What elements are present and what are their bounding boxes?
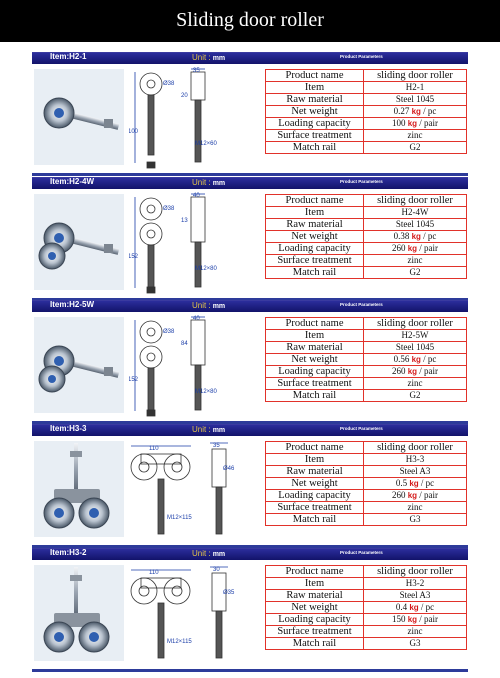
dimension-label: 152 bbox=[129, 377, 139, 383]
product-section-3 bbox=[32, 300, 468, 424]
value-item: H3-3 bbox=[364, 454, 467, 466]
item-code: Item:H3-2 bbox=[50, 548, 87, 557]
section-footer-rule bbox=[32, 669, 468, 672]
label-loading-capacity: Loading capacity bbox=[266, 614, 364, 626]
dimension-label: M12×80 bbox=[195, 266, 217, 272]
label-raw-material: Raw material bbox=[266, 219, 364, 231]
value-raw-material: Steel 1045 bbox=[364, 342, 467, 354]
value-loading-capacity: 150 kg / pair bbox=[364, 614, 467, 626]
value-match-rail: G2 bbox=[364, 267, 467, 279]
parameters-title: Product Parameters bbox=[340, 302, 383, 307]
label-item: Item bbox=[266, 578, 364, 590]
section-header-bar bbox=[32, 52, 468, 64]
label-item: Item bbox=[266, 330, 364, 342]
dimension-label: 110 bbox=[149, 570, 159, 576]
section-header-bar bbox=[32, 548, 468, 560]
label-net-weight: Net weight bbox=[266, 602, 364, 614]
technical-drawing bbox=[129, 439, 254, 543]
page-header-bar bbox=[0, 0, 500, 42]
value-product-name: sliding door roller bbox=[364, 442, 467, 454]
dimension-label: 35 bbox=[193, 68, 200, 74]
value-product-name: sliding door roller bbox=[364, 566, 467, 578]
value-loading-capacity: 100 kg / pair bbox=[364, 118, 467, 130]
dimension-label: M12×80 bbox=[195, 389, 217, 395]
dimension-label: Ø38 bbox=[163, 81, 175, 87]
value-item: H2-4W bbox=[364, 207, 467, 219]
label-raw-material: Raw material bbox=[266, 590, 364, 602]
item-code: Item:H2-5W bbox=[50, 300, 95, 309]
parameters-title: Product Parameters bbox=[340, 54, 383, 59]
label-surface-treatment: Surface treatment bbox=[266, 626, 364, 638]
dimension-label: 13 bbox=[181, 218, 188, 224]
value-match-rail: G3 bbox=[364, 514, 467, 526]
label-match-rail: Match rail bbox=[266, 514, 364, 526]
dimension-label: 152 bbox=[129, 254, 139, 260]
label-net-weight: Net weight bbox=[266, 231, 364, 243]
value-raw-material: Steel A3 bbox=[364, 590, 467, 602]
section-header-bar bbox=[32, 300, 468, 312]
unit-label: Unit : mm bbox=[192, 549, 226, 558]
label-match-rail: Match rail bbox=[266, 267, 364, 279]
value-product-name: sliding door roller bbox=[364, 70, 467, 82]
label-loading-capacity: Loading capacity bbox=[266, 490, 364, 502]
label-net-weight: Net weight bbox=[266, 106, 364, 118]
dimension-label: M12×115 bbox=[167, 515, 192, 521]
label-product-name: Product name bbox=[266, 566, 364, 578]
unit-label: Unit : mm bbox=[192, 301, 226, 310]
technical-drawing bbox=[129, 315, 254, 419]
label-loading-capacity: Loading capacity bbox=[266, 366, 364, 378]
value-surface-treatment: zinc bbox=[364, 502, 467, 514]
label-surface-treatment: Surface treatment bbox=[266, 255, 364, 267]
product-section-1 bbox=[32, 52, 468, 176]
unit-label: Unit : mm bbox=[192, 53, 226, 62]
value-match-rail: G2 bbox=[364, 390, 467, 402]
value-item: H2-5W bbox=[364, 330, 467, 342]
value-surface-treatment: zinc bbox=[364, 130, 467, 142]
technical-drawing bbox=[129, 192, 254, 296]
label-surface-treatment: Surface treatment bbox=[266, 130, 364, 142]
dimension-label: 35 bbox=[213, 443, 220, 449]
value-net-weight: 0.56 kg / pc bbox=[364, 354, 467, 366]
product-photo bbox=[34, 69, 124, 165]
value-item: H2-1 bbox=[364, 82, 467, 94]
technical-drawing bbox=[129, 563, 254, 667]
label-loading-capacity: Loading capacity bbox=[266, 243, 364, 255]
label-raw-material: Raw material bbox=[266, 342, 364, 354]
label-net-weight: Net weight bbox=[266, 478, 364, 490]
label-item: Item bbox=[266, 82, 364, 94]
value-loading-capacity: 260 kg / pair bbox=[364, 366, 467, 378]
label-product-name: Product name bbox=[266, 318, 364, 330]
value-loading-capacity: 260 kg / pair bbox=[364, 490, 467, 502]
product-photo bbox=[34, 441, 124, 537]
value-raw-material: Steel 1045 bbox=[364, 94, 467, 106]
technical-drawing bbox=[129, 67, 254, 171]
value-surface-treatment: zinc bbox=[364, 255, 467, 267]
label-product-name: Product name bbox=[266, 195, 364, 207]
item-code: Item:H2-4W bbox=[50, 177, 95, 186]
label-surface-treatment: Surface treatment bbox=[266, 378, 364, 390]
label-match-rail: Match rail bbox=[266, 390, 364, 402]
dimension-label: 20 bbox=[181, 93, 188, 99]
label-match-rail: Match rail bbox=[266, 638, 364, 650]
parameters-title: Product Parameters bbox=[340, 179, 383, 184]
section-header-bar bbox=[32, 177, 468, 189]
product-section-4 bbox=[32, 424, 468, 548]
parameters-title: Product Parameters bbox=[340, 426, 383, 431]
value-raw-material: Steel 1045 bbox=[364, 219, 467, 231]
label-raw-material: Raw material bbox=[266, 466, 364, 478]
label-surface-treatment: Surface treatment bbox=[266, 502, 364, 514]
parameters-table bbox=[265, 194, 467, 279]
parameters-table bbox=[265, 317, 467, 402]
value-surface-treatment: zinc bbox=[364, 378, 467, 390]
value-loading-capacity: 260 kg / pair bbox=[364, 243, 467, 255]
label-item: Item bbox=[266, 454, 364, 466]
unit-label: Unit : mm bbox=[192, 178, 226, 187]
label-match-rail: Match rail bbox=[266, 142, 364, 154]
dimension-label: 84 bbox=[181, 341, 188, 347]
product-photo bbox=[34, 194, 124, 290]
value-match-rail: G2 bbox=[364, 142, 467, 154]
label-product-name: Product name bbox=[266, 442, 364, 454]
item-code: Item:H3-3 bbox=[50, 424, 87, 433]
product-photo bbox=[34, 565, 124, 661]
dimension-label: 100 bbox=[129, 129, 139, 135]
product-section-5 bbox=[32, 548, 468, 672]
parameters-table bbox=[265, 565, 467, 650]
dimension-label: Ø38 bbox=[163, 206, 175, 212]
dimension-label: M12×115 bbox=[167, 639, 192, 645]
value-net-weight: 0.38 kg / pc bbox=[364, 231, 467, 243]
dimension-label: 40 bbox=[193, 193, 200, 199]
page-title: Sliding door roller bbox=[176, 9, 324, 31]
label-product-name: Product name bbox=[266, 70, 364, 82]
dimension-label: 40 bbox=[193, 316, 200, 322]
value-raw-material: Steel A3 bbox=[364, 466, 467, 478]
dimension-label: Ø46 bbox=[223, 466, 235, 472]
product-section-2 bbox=[32, 177, 468, 301]
label-raw-material: Raw material bbox=[266, 94, 364, 106]
value-product-name: sliding door roller bbox=[364, 318, 467, 330]
value-surface-treatment: zinc bbox=[364, 626, 467, 638]
dimension-label: 110 bbox=[149, 446, 159, 452]
value-match-rail: G3 bbox=[364, 638, 467, 650]
section-header-bar bbox=[32, 424, 468, 436]
dimension-label: 30 bbox=[213, 567, 220, 573]
value-item: H3-2 bbox=[364, 578, 467, 590]
product-photo bbox=[34, 317, 124, 413]
parameters-title: Product Parameters bbox=[340, 550, 383, 555]
value-net-weight: 0.5 kg / pc bbox=[364, 478, 467, 490]
parameters-table bbox=[265, 69, 467, 154]
label-loading-capacity: Loading capacity bbox=[266, 118, 364, 130]
unit-label: Unit : mm bbox=[192, 425, 226, 434]
dimension-label: Ø38 bbox=[163, 329, 175, 335]
value-product-name: sliding door roller bbox=[364, 195, 467, 207]
label-net-weight: Net weight bbox=[266, 354, 364, 366]
label-item: Item bbox=[266, 207, 364, 219]
dimension-label: Ø35 bbox=[223, 590, 235, 596]
value-net-weight: 0.4 kg / pc bbox=[364, 602, 467, 614]
dimension-label: M12×60 bbox=[195, 141, 217, 147]
parameters-table bbox=[265, 441, 467, 526]
section-footer-rule bbox=[32, 173, 468, 176]
value-net-weight: 0.27 kg / pc bbox=[364, 106, 467, 118]
item-code: Item:H2-1 bbox=[50, 52, 87, 61]
